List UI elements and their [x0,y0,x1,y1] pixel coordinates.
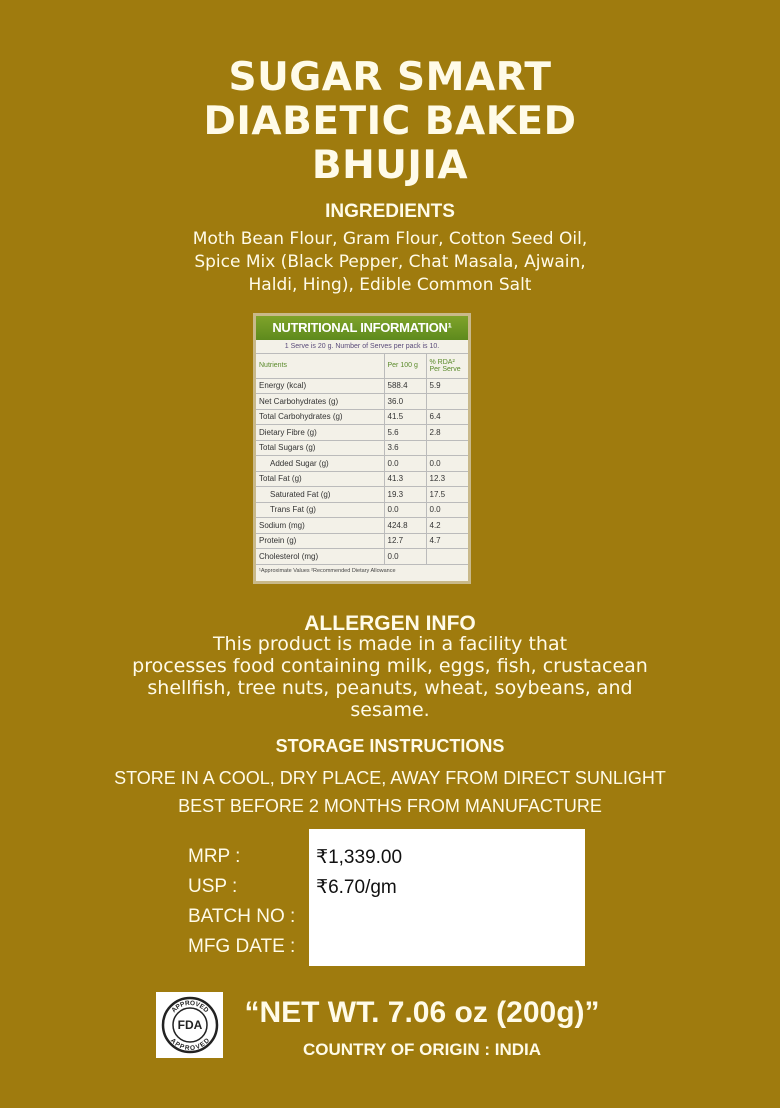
storage-text [0,764,780,820]
fda-text: FDA [177,1018,202,1032]
rda-value [426,440,468,456]
rda-value: 4.7 [426,533,468,549]
allergen-line: processes food containing milk, eggs, fish, crustacean [132,655,648,677]
allergen-line: This product is made in a facility that [212,633,568,655]
table-row [256,518,468,534]
title-line: SUGAR SMART [228,55,552,100]
table-row [256,394,468,410]
nutrient-name: Protein (g) [256,533,384,549]
table-row [256,487,468,503]
per-100g-value: 19.3 [384,487,426,503]
storage-line: BEST BEFORE 2 MONTHS FROM MANUFACTURE [178,796,602,816]
nutrient-name: Dietary Fibre (g) [256,425,384,441]
nutrient-name: Energy (kcal) [256,378,384,394]
table-row [256,409,468,425]
nutrition-panel [253,313,471,584]
allergen-text [0,633,780,721]
nutrition-footnote: ¹Approximate Values ²Recommended Dietary Allowance [259,567,396,574]
batch-label: BATCH NO : [188,906,296,927]
rda-value [426,549,468,565]
rda-value: 12.3 [426,471,468,487]
ingredients-line: Moth Bean Flour, Gram Flour, Cotton Seed Oil, [192,229,588,249]
per-100g-value: 0.0 [384,502,426,518]
storage-line: STORE IN A COOL, DRY PLACE, AWAY FROM DIRECT SUNLIGHT [114,768,666,788]
allergen-line: shellfish, tree nuts, peanuts, wheat, soybeans, and [147,677,633,699]
nutrient-name: Total Fat (g) [256,471,384,487]
table-row [256,549,468,565]
fda-approved-badge [156,992,223,1058]
rda-value [426,394,468,410]
per-100g-value: 12.7 [384,533,426,549]
table-row [256,378,468,394]
usp-label: USP : [188,876,238,897]
nutrient-name: Sodium (mg) [256,518,384,534]
nutrition-table [256,354,468,565]
per-100g-value: 3.6 [384,440,426,456]
allergen-heading: ALLERGEN INFO [304,612,476,635]
ingredients-heading: INGREDIENTS [325,201,455,222]
table-row [256,425,468,441]
nutrient-name: Total Sugars (g) [256,440,384,456]
nutrient-name: Saturated Fat (g) [256,487,384,503]
per-100g-value: 41.5 [384,409,426,425]
fda-ring-text: APPROVED [169,999,210,1015]
serving-info: 1 Serve is 20 g. Number of Serves per pack is 10. [256,340,468,354]
ingredients-text [0,228,780,297]
per-100g-value: 36.0 [384,394,426,410]
nutrient-name: Net Carbohydrates (g) [256,394,384,410]
ingredients-line: Spice Mix (Black Pepper, Chat Masala, Ajwain, [194,252,586,272]
fda-ring-text: APPROVED [168,1037,211,1053]
rda-value: 5.9 [426,378,468,394]
table-row [256,502,468,518]
per-100g-value: 424.8 [384,518,426,534]
table-row [256,456,468,472]
table-row [256,440,468,456]
per-100g-value: 41.3 [384,471,426,487]
title-line: DIABETIC BAKED [203,99,577,144]
rda-value: 6.4 [426,409,468,425]
nutrient-name: Cholesterol (mg) [256,549,384,565]
nutrient-name: Total Carbohydrates (g) [256,409,384,425]
nutrition-title: NUTRITIONAL INFORMATION¹ [256,316,468,340]
rda-value: 4.2 [426,518,468,534]
rda-value: 0.0 [426,456,468,472]
mfg-date-label: MFG DATE : [188,936,296,957]
per-100g-value: 5.6 [384,425,426,441]
net-weight: “NET WT. 7.06 oz (200g)” [244,996,600,1029]
mrp-label: MRP : [188,846,241,867]
ingredients-line: Haldi, Hing), Edible Common Salt [248,275,532,295]
per-100g-value: 588.4 [384,378,426,394]
col-header: Nutrients [256,354,384,378]
table-row [256,533,468,549]
title-line: BHUJIA [311,143,469,188]
col-header: Per 100 g [384,354,426,378]
table-row [256,471,468,487]
col-header: % RDA² Per Serve [426,354,468,378]
rda-value: 0.0 [426,502,468,518]
rda-value: 17.5 [426,487,468,503]
rda-value: 2.8 [426,425,468,441]
product-title [0,56,780,188]
per-100g-value: 0.0 [384,549,426,565]
nutrient-name: Added Sugar (g) [256,456,384,472]
country-of-origin: COUNTRY OF ORIGIN : INDIA [303,1040,541,1059]
allergen-line: sesame. [350,699,430,721]
mrp-value: ₹1,339.00 [316,847,403,868]
fda-seal-icon [161,996,219,1054]
storage-heading: STORAGE INSTRUCTIONS [275,736,505,756]
usp-value: ₹6.70/gm [316,877,397,898]
svg-text:APPROVED [168,1037,210,1052]
nutrient-name: Trans Fat (g) [256,502,384,518]
per-100g-value: 0.0 [384,456,426,472]
